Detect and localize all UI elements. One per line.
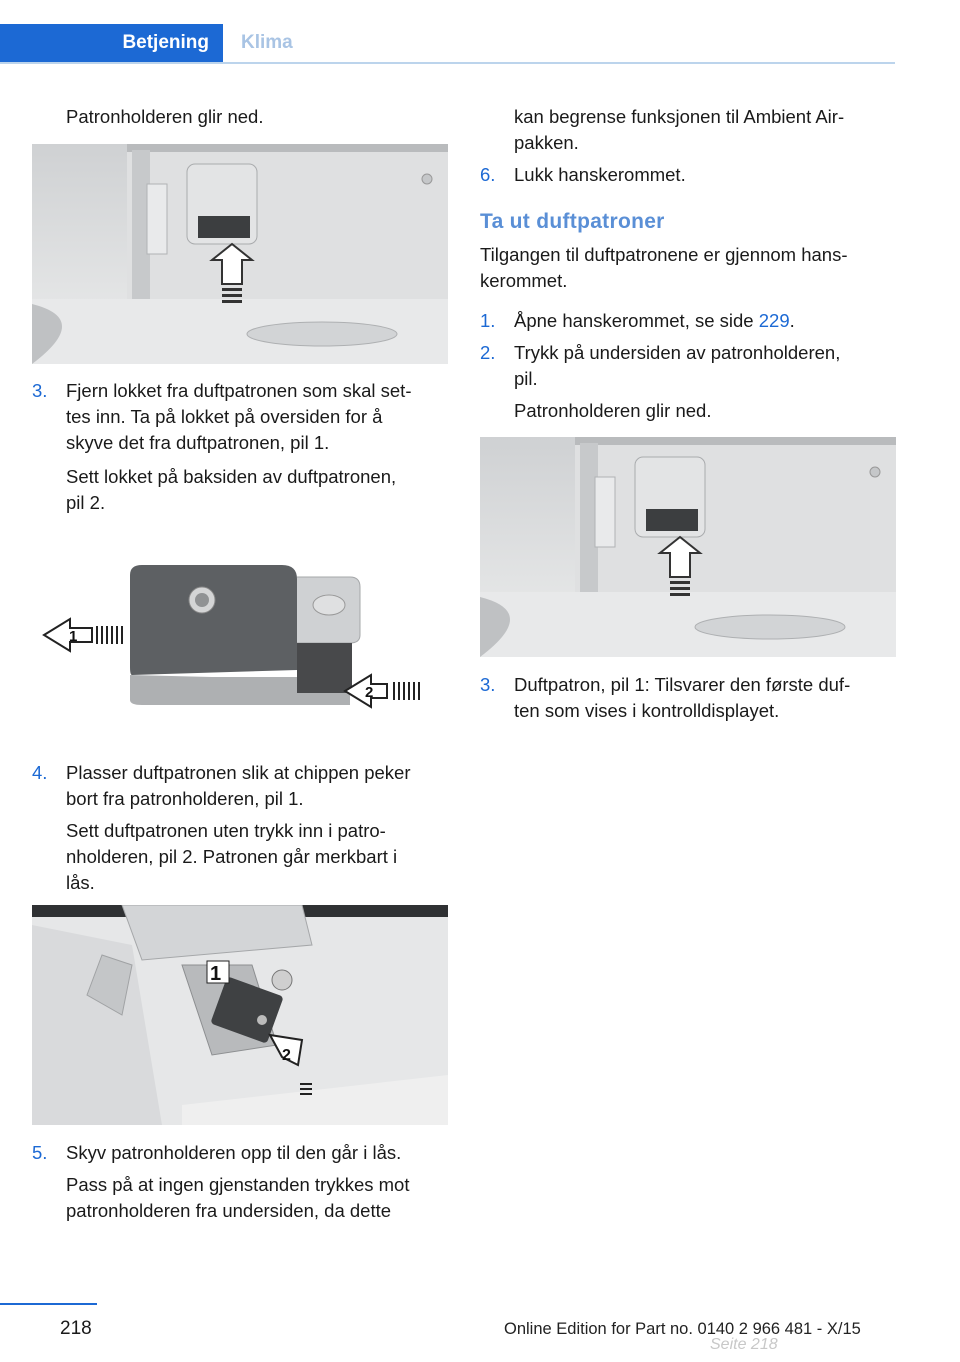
arrow-1-label: 1	[69, 628, 78, 645]
section-intro-line-2: kerommet.	[480, 270, 568, 291]
step-3-sub-1: Sett lokket på baksiden av duftpatronen,	[66, 466, 397, 487]
tab-klima[interactable]: Klima	[241, 32, 293, 53]
step-4-sub-2: nholderen, pil 2. Patronen går merkbart i	[66, 846, 398, 867]
remove-step-2-line-1: Trykk på undersiden av patronholderen,	[514, 342, 841, 363]
step-6-line: Lukk hanskerommet.	[514, 164, 686, 185]
section-intro-line-1: Tilgangen til duftpatronene er gjennom hans-	[480, 244, 848, 265]
remove-step-3-line-1: Duftpatron, pil 1: Tilsvarer den første duf-	[514, 674, 851, 695]
photo-label-1: 1	[210, 963, 222, 985]
remove-step-2-sub: Patronholderen glir ned.	[514, 400, 712, 421]
step-3-line-3: skyve det fra duftpatronen, pil 1.	[66, 432, 330, 453]
remove-step-3-number: 3.	[480, 674, 496, 695]
remove-step-1	[514, 308, 795, 334]
step-4-sub-1: Sett duftpatronen uten trykk inn i patro-	[66, 820, 386, 841]
step-3-line-1: Fjern lokket fra duftpatronen som skal set-	[66, 380, 412, 401]
step-3-number: 3.	[32, 380, 48, 401]
step-4-line-1: Plasser duftpatronen slik at chippen peker	[66, 762, 411, 783]
step-4-sub-3: lås.	[66, 872, 95, 893]
intro-text: Patronholderen glir ned.	[66, 106, 264, 127]
tab-betjening[interactable]	[0, 24, 223, 62]
cartridge-insert-photo	[32, 905, 448, 1125]
remove-step-1-number: 1.	[480, 310, 496, 331]
step-3-line-2: tes inn. Ta på lokket på oversiden for å	[66, 406, 383, 427]
step-5-sub-2: patronholderen fra undersiden, da dette	[66, 1200, 392, 1221]
step-3-sub-2: pil 2.	[66, 492, 106, 513]
remove-step-2-line-2: pil.	[514, 368, 538, 389]
edition-note: Online Edition for Part no. 0140 2 966 481 - X/15	[504, 1320, 861, 1338]
section-heading: Ta ut duftpatroner	[480, 210, 665, 233]
step-5-line: Skyv patronholderen opp til den går i lås.	[66, 1142, 402, 1163]
header-tab-bar	[0, 24, 895, 64]
continuation-line-2: pakken.	[514, 132, 579, 153]
step-5-number: 5.	[32, 1142, 48, 1163]
watermark: Seite 218	[710, 1336, 778, 1353]
step-5-sub-1: Pass på at ingen gjenstanden trykkes mot	[66, 1174, 410, 1195]
step-4-number: 4.	[32, 762, 48, 783]
step-6-number: 6.	[480, 164, 496, 185]
remove-step-1-end: .	[789, 310, 795, 331]
glovebox-holder-image-2	[480, 437, 896, 657]
remove-step-3-line-2: ten som vises i kontrolldisplayet.	[514, 700, 780, 721]
footer-rule	[0, 1303, 97, 1305]
page-link-229[interactable]: 229	[758, 310, 790, 331]
step-4-line-2: bort fra patronholderen, pil 1.	[66, 788, 304, 809]
photo-label-2: 2	[282, 1047, 291, 1064]
page-number: 218	[60, 1318, 92, 1339]
continuation-line-1: kan begrense funksjonen til Ambient Air-	[514, 106, 845, 127]
remove-step-2-number: 2.	[480, 342, 496, 363]
cartridge-cap-diagram	[32, 535, 448, 745]
remove-step-1-text: Åpne hanskerommet, se side	[514, 310, 759, 331]
arrow-2-label: 2	[365, 684, 374, 701]
tab-betjening-label: Betjening	[122, 32, 209, 53]
glovebox-holder-image-1	[32, 144, 448, 364]
